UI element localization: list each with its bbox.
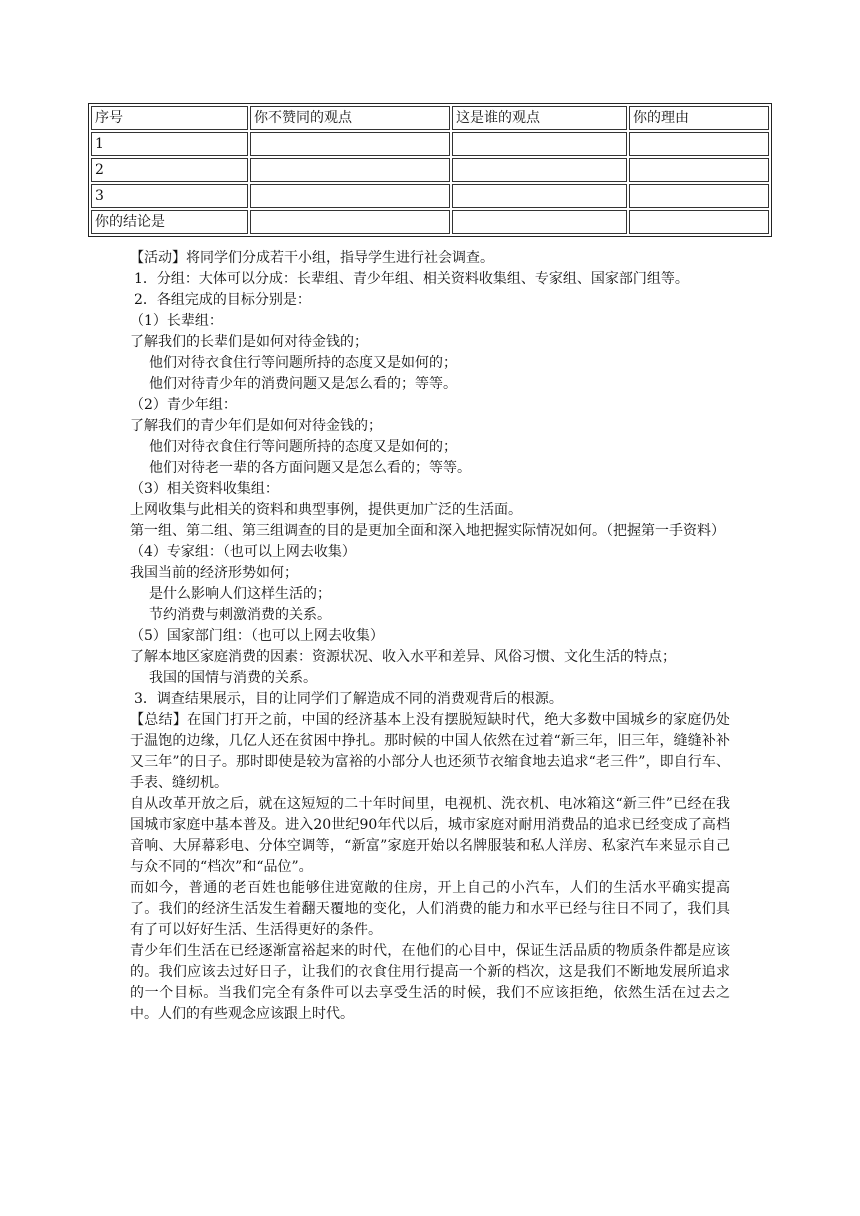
group-2-item: 他们对待衣食住行等问题所持的态度又是如何的； (149, 439, 457, 455)
step-2: 2．各组完成的目标分别是： (134, 292, 311, 308)
table-cell (250, 210, 450, 234)
group-3-item: 第一组、第二组、第三组调查的目的是更加全面和深入地把握实际情况如何。（把握第一手资料） (130, 523, 725, 539)
group-5-item: 了解本地区家庭消费的因素：资源状况、收入水平和差异、风俗习惯、文化生活的特点； (130, 649, 676, 665)
step-1: 1．分组：大体可以分成：长辈组、青少年组、相关资料收集组、专家组、国家部门组等。 (134, 271, 689, 287)
group-4-item: 我国当前的经济形势如何； (130, 565, 298, 581)
header-cell-index: 序号 (91, 106, 248, 130)
survey-table (88, 103, 772, 237)
header-cell-owner: 这是谁的观点 (452, 106, 627, 130)
group-5-item: 我国的国情与消费的关系。 (149, 670, 317, 686)
table-cell (250, 184, 450, 208)
summary-paragraph: 青少年们生活在已经逐渐富裕起来的时代，在他们的心目中，保证生活品质的物质条件都是应该的。我们应该去过好日子，让我们的衣食住用行提高一个新的档次，这是我们不断地发展所追求的一个目标。当我们完全有条件可以去享受生活的时候，我们不应该拒绝，依然生活在过去之中。人们的有些观念应该跟上时代。 (130, 943, 730, 1022)
group-2-item: 了解我们的青少年们是如何对待金钱的； (130, 418, 382, 434)
table-cell (452, 132, 627, 156)
table-conclusion-row (91, 210, 769, 234)
summary-paragraph: 自从改革开放之后，就在这短短的二十年时间里，电视机、洗衣机、电冰箱这“新三件”已经在我国城市家庭中基本普及。进入20世纪90年代以后，城市家庭对耐用消费品的追求已经变成了高档音响、大屏幕彩电、分体空调等，“新富”家庭开始以名牌服装和私人洋房、私家汽车来显示自己与众不同的“档次”和“品位”。 (130, 796, 730, 875)
table-cell (629, 184, 769, 208)
table-row (91, 158, 769, 182)
table-cell (629, 210, 769, 234)
group-4-item: 是什么影响人们这样生活的； (149, 586, 331, 602)
group-3-title: （3）相关资料收集组： (130, 481, 279, 497)
group-4-item: 节约消费与刺激消费的关系。 (149, 607, 331, 623)
table-cell (629, 132, 769, 156)
step-3: 3．调查结果展示，目的让同学们了解造成不同的消费观背后的根源。 (134, 691, 563, 707)
table-cell (250, 158, 450, 182)
summary-paragraph: 【总结】在国门打开之前，中国的经济基本上没有摆脱短缺时代，绝大多数中国城乡的家庭仍处于温饱的边缘，几亿人还在贫困中挣扎。那时候的中国人依然在过着“新三年，旧三年，缝缝补补又三年”的日子。那时即使是较为富裕的小部分人也还须节衣缩食地去追求“老三件”，即自行车、手表、缝纫机。 (130, 712, 730, 791)
activity-heading: 【活动】将同学们分成若干小组，指导学生进行社会调查。 (130, 250, 494, 266)
group-2-item: 他们对待老一辈的各方面问题又是怎么看的；等等。 (149, 460, 471, 476)
table-row (91, 184, 769, 208)
table-cell (250, 132, 450, 156)
group-1-item: 他们对待青少年的消费问题又是怎么看的；等等。 (149, 376, 457, 392)
group-5-title: （5）国家部门组：（也可以上网去收集） (130, 628, 384, 644)
group-1-item: 了解我们的长辈们是如何对待金钱的； (130, 334, 368, 350)
summary-paragraph: 而如今，普通的老百姓也能够住进宽敞的住房，开上自己的小汽车，人们的生活水平确实提高了。我们的经济生活发生着翻天覆地的变化，人们消费的能力和水平已经与往日不同了，我们具有了可以好好生活、生活得更好的条件。 (130, 880, 730, 938)
header-cell-reason: 你的理由 (629, 106, 769, 130)
table-row (91, 132, 769, 156)
header-cell-viewpoint: 你不赞同的观点 (250, 106, 450, 130)
table-cell (452, 158, 627, 182)
row-index-cell: 2 (91, 158, 248, 182)
row-index-cell: 3 (91, 184, 248, 208)
body-text (130, 248, 730, 1025)
table-cell (452, 184, 627, 208)
table-header-row (91, 106, 769, 130)
group-4-title: （4）专家组：（也可以上网去收集） (130, 544, 356, 560)
table-cell (452, 210, 627, 234)
group-1-title: （1）长辈组： (130, 313, 223, 329)
group-1-item: 他们对待衣食住行等问题所持的态度又是如何的； (149, 355, 457, 371)
group-2-title: （2）青少年组： (130, 397, 237, 413)
group-3-item: 上网收集与此相关的资料和典型事例，提供更加广泛的生活面。 (130, 502, 522, 518)
conclusion-label: 你的结论是 (91, 210, 248, 234)
table-cell (629, 158, 769, 182)
row-index-cell: 1 (91, 132, 248, 156)
